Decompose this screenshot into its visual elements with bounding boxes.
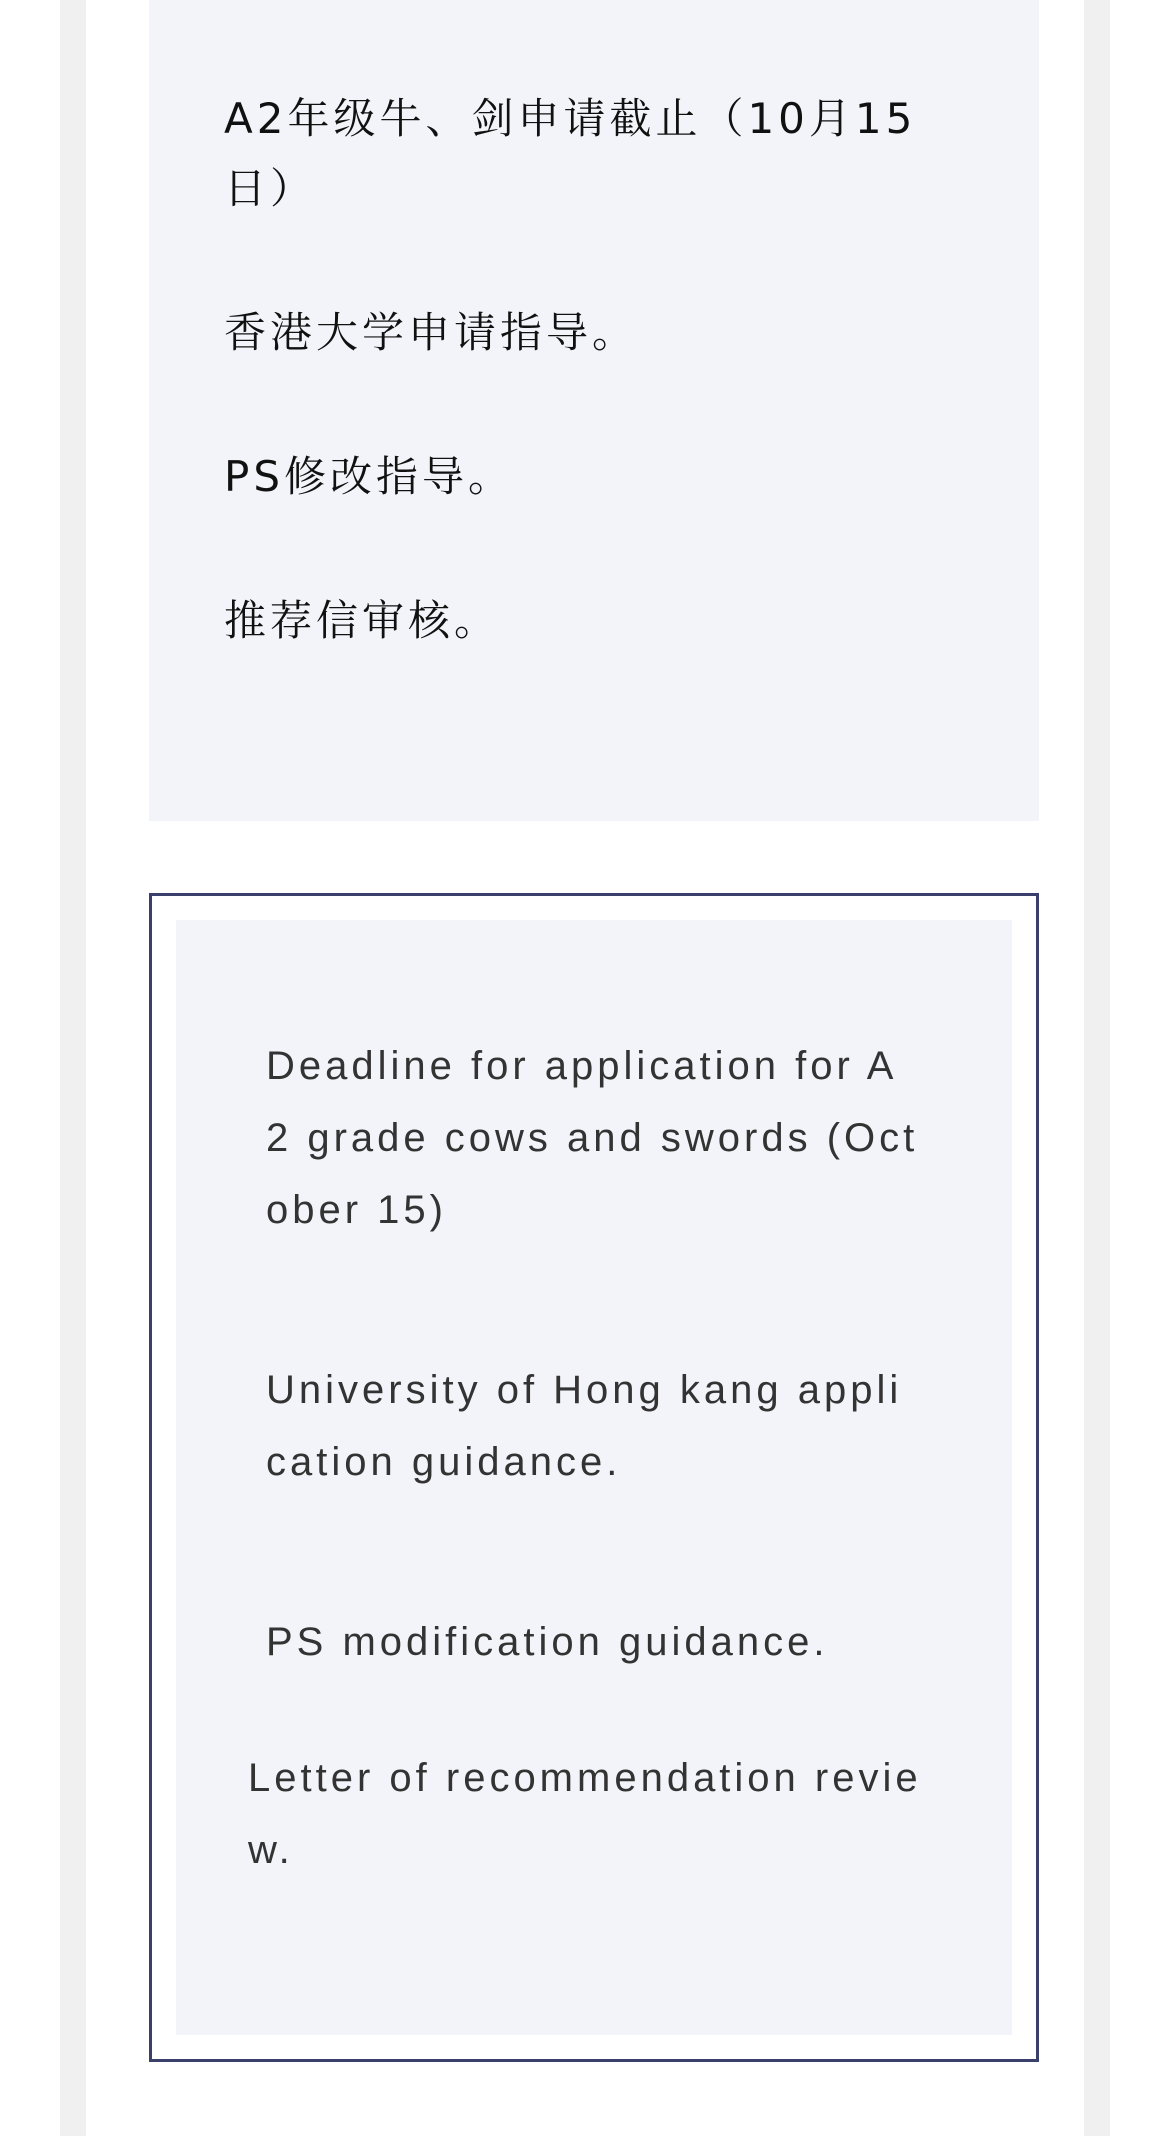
cn-item-ps-guidance: PS修改指导。 [224,452,514,501]
english-services-frame [149,893,1039,2062]
cn-item-recommendation-review: 推荐信审核。 [224,596,501,645]
english-services-panel [176,920,1012,2035]
en-item-recommendation-review: Letter of recommendation review. [248,1756,922,1872]
chinese-services-panel [149,0,1039,821]
cn-item-hku-guidance: 香港大学申请指导。 [224,308,639,357]
en-item-hku-guidance: University of Hong kang application guidance. [266,1368,903,1484]
en-item-deadline: Deadline for application for A2 grade cows and swords (October 15) [266,1044,919,1232]
left-gray-band [60,0,86,2136]
cn-item-deadline: A2年级牛、剑申请截止（10月15日） [224,94,917,213]
en-item-ps-guidance: PS modification guidance. [266,1620,829,1664]
right-gray-band [1084,0,1110,2136]
